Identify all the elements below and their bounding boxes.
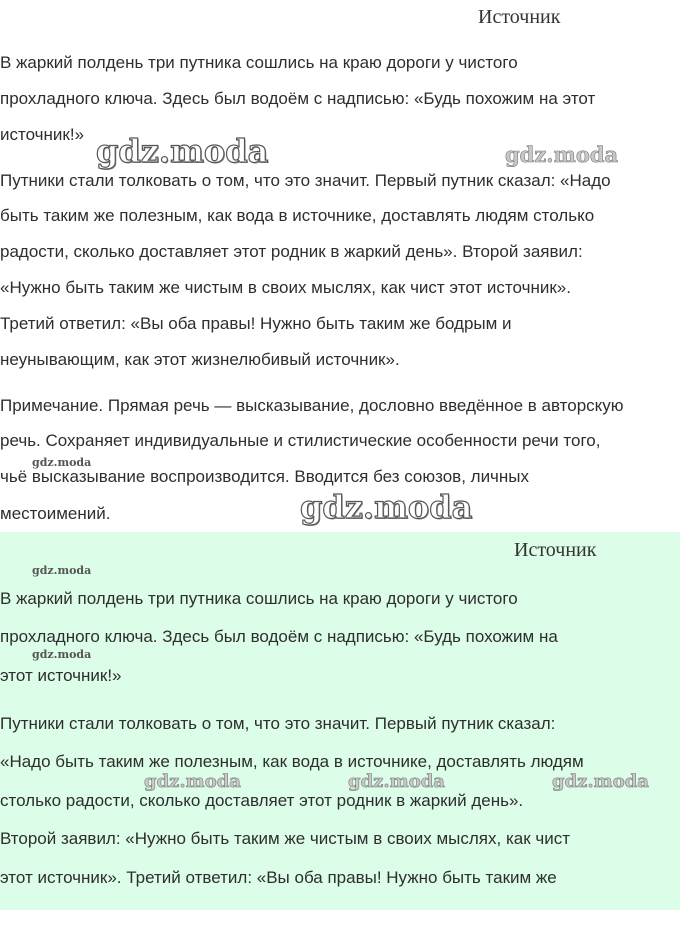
note-line: чьё высказывание воспроизводится. Вводится без союзов, личных: [0, 467, 530, 486]
paragraph-line: Второй заявил: «Нужно быть таким же чистым в своих мыслях, как чист: [0, 829, 571, 848]
paragraph-line: столько радости, сколько доставляет этот родник в жаркий день».: [0, 791, 524, 810]
paragraph-line: этот источник». Третий ответил: «Вы оба правы! Нужно быть таким же: [0, 868, 557, 887]
paragraph-line: прохладного ключа. Здесь был водоём с надписью: «Будь похожим на: [0, 627, 558, 646]
paragraph-line: В жаркий полдень три путника сошлись на краю дороги у чистого: [0, 589, 518, 608]
paragraph-line: радости, сколько доставляет этот родник в жаркий день». Второй заявил:: [0, 242, 583, 261]
watermark: gdz.moda: [32, 564, 92, 577]
paragraph-line: Путники стали толковать о том, что это значит. Первый путник сказал: «Надо: [0, 171, 611, 190]
watermark: gdz.moda: [300, 488, 473, 526]
paragraph-line: быть таким же полезным, как вода в источнике, доставлять людям столько: [0, 206, 595, 225]
paragraph-line: неунывающим, как этот жизнелюбивый источник».: [0, 350, 400, 369]
watermark: gdz.moda: [552, 771, 649, 792]
watermark: gdz.moda: [32, 456, 92, 469]
paragraph-line: источник!»: [0, 125, 85, 144]
watermark: gdz.moda: [348, 771, 445, 792]
paragraph-line: В жаркий полдень три путника сошлись на краю дороги у чистого: [0, 53, 518, 72]
paragraph-line: Третий ответил: «Вы оба правы! Нужно быть таким же бодрым и: [0, 314, 512, 333]
paragraph-line: прохладного ключа. Здесь был водоём с надписью: «Будь похожим на этот: [0, 89, 596, 108]
section-title: Источник: [478, 6, 561, 28]
section-title: Источник: [514, 539, 597, 561]
note-line: местоимений.: [0, 504, 111, 523]
paragraph-line: «Нужно быть таким же чистым в своих мыслях, как чист этот источник».: [0, 278, 571, 297]
paragraph-line: этот источник!»: [0, 666, 122, 685]
paragraph-line: Путники стали толковать о том, что это значит. Первый путник сказал:: [0, 714, 556, 733]
note-line: Примечание. Прямая речь — высказывание, дословно введённое в авторскую: [0, 396, 624, 415]
watermark: gdz.moda: [96, 132, 269, 170]
watermark: gdz.moda: [144, 771, 241, 792]
watermark: gdz.moda: [32, 648, 92, 661]
note-line: речь. Сохраняет индивидуальные и стилистические особенности речи того,: [0, 431, 601, 450]
paragraph-line: «Надо быть таким же полезным, как вода в источнике, доставлять людям: [0, 752, 584, 771]
watermark: gdz.moda: [505, 142, 619, 167]
